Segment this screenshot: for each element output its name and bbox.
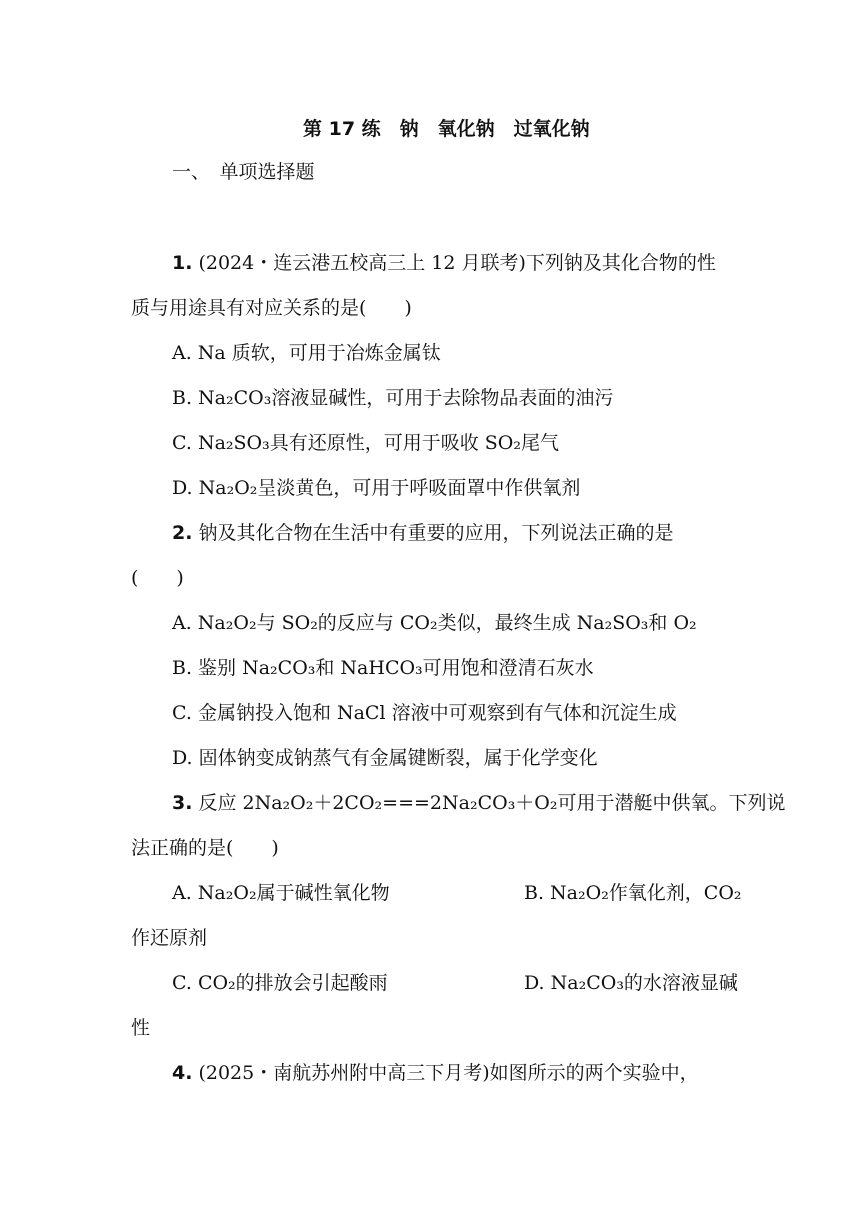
question-3-stem-line2: 法正确的是( ) — [131, 837, 279, 859]
question-2-option-c: C. 金属钠投入饱和 NaCl 溶液中可观察到有气体和沉淀生成 — [172, 702, 677, 724]
question-1-option-c: C. Na₂SO₃具有还原性，可用于吸收 SO₂尾气 — [172, 432, 559, 454]
question-1-number: 1. — [172, 252, 193, 274]
question-1-option-d: D. Na₂O₂呈淡黄色，可用于呼吸面罩中作供氧剂 — [172, 477, 581, 499]
question-1-option-a: A. Na 质软，可用于冶炼金属钛 — [172, 342, 441, 364]
question-2-stem-line1 — [172, 521, 673, 545]
question-2-number: 2. — [172, 522, 193, 544]
question-2-stem: 钠及其化合物在生活中有重要的应用，下列说法正确的是 — [198, 522, 674, 544]
question-4-number: 4. — [172, 1062, 193, 1084]
question-1-source: (2024・连云港五校高三上 12 月联考) — [198, 252, 526, 274]
question-1-option-b: B. Na₂CO₃溶液显碱性，可用于去除物品表面的油污 — [172, 387, 614, 409]
question-3-option-b: B. Na₂O₂作氧化剂，CO₂ — [524, 882, 742, 904]
question-3-option-c: C. CO₂的排放会引起酸雨 — [172, 972, 388, 994]
question-2-option-a: A. Na₂O₂与 SO₂的反应与 CO₂类似，最终生成 Na₂SO₃和 O₂ — [172, 612, 697, 634]
question-3-option-b-cont: 作还原剂 — [131, 927, 208, 949]
question-4-source: (2025・南航苏州附中高三下月考) — [198, 1062, 490, 1084]
question-4-stem-line1 — [172, 1061, 699, 1085]
question-3-stem: 反应 2Na₂O₂＋2CO₂===2Na₂CO₃＋O₂可用于潜艇中供氧。下列说 — [198, 792, 786, 814]
question-2-option-d: D. 固体钠变成钠蒸气有金属键断裂，属于化学变化 — [172, 747, 598, 769]
page-title: 第 17 练 钠 氧化钠 过氧化钠 — [303, 118, 590, 140]
question-2-stem-line2: ( ) — [131, 567, 184, 589]
question-4-stem: 如图所示的两个实验中， — [489, 1062, 699, 1084]
question-2-option-b: B. 鉴别 Na₂CO₃和 NaHCO₃可用饱和澄清石灰水 — [172, 657, 594, 679]
question-3-option-a: A. Na₂O₂属于碱性氧化物 — [172, 882, 390, 904]
question-1-stem-line2: 质与用途具有对应关系的是( ) — [131, 297, 412, 319]
section-heading: 一、 单项选择题 — [172, 161, 315, 183]
question-1-stem: 下列钠及其化合物的性 — [525, 252, 716, 274]
question-3-number: 3. — [172, 792, 193, 814]
question-3-option-d: D. Na₂CO₃的水溶液显碱 — [524, 972, 738, 994]
question-3-stem-line1 — [172, 791, 786, 815]
question-1-stem-line1 — [172, 251, 716, 275]
question-3-option-d-cont: 性 — [131, 1017, 151, 1039]
